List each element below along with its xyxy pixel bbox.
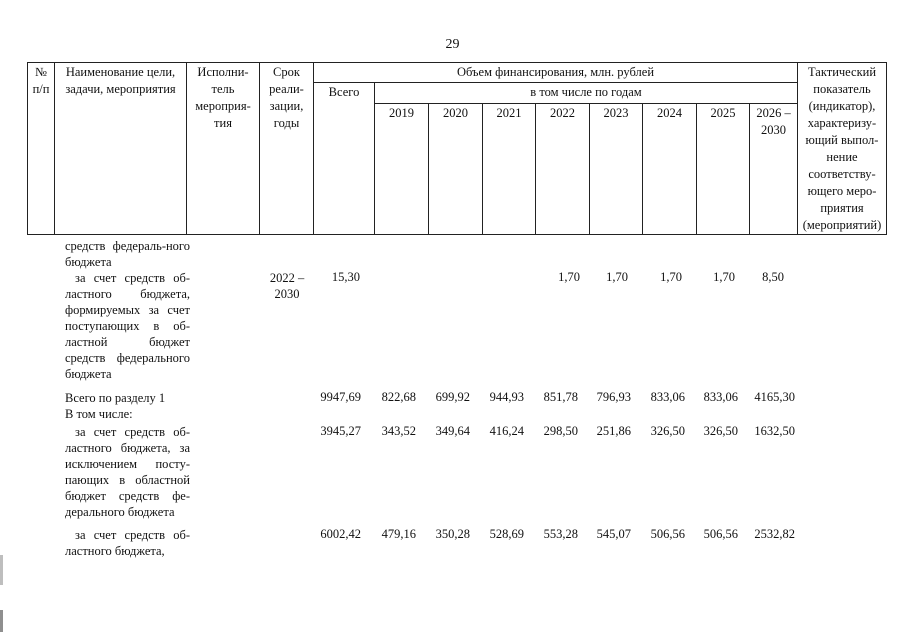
row-value: 326,50 (703, 424, 738, 438)
row-value: 350,28 (435, 527, 470, 541)
header-year: 2020 (429, 104, 483, 235)
header-term: Срок реали-зации, годы (260, 63, 314, 235)
row-value: 479,16 (381, 527, 416, 541)
row-value: 326,50 (650, 424, 685, 438)
row-description: В том числе: (65, 407, 133, 421)
row-value: 298,50 (543, 424, 578, 438)
row-value: 343,52 (381, 424, 416, 438)
header-by-years: в том числе по годам (375, 83, 798, 104)
row-value: 251,86 (596, 424, 631, 438)
row-value: 553,28 (543, 527, 578, 541)
row-value: 833,06 (703, 390, 738, 404)
row-value: 416,24 (489, 424, 524, 438)
row-total: 3945,27 (320, 424, 361, 438)
row-value: 8,50 (762, 270, 784, 284)
header-year: 2019 (375, 104, 429, 235)
row-value: 699,92 (435, 390, 470, 404)
row-value: 349,64 (435, 424, 470, 438)
page-number: 29 (445, 37, 460, 52)
row-value: 506,56 (703, 527, 738, 541)
header-year: 2026 – 2030 (750, 104, 798, 235)
header-name: Наименование цели, задачи, мероприятия (55, 63, 187, 235)
header-funding: Объем финансирования, млн. рублей (314, 63, 798, 83)
row-value: 851,78 (543, 390, 578, 404)
row-value: 1632,50 (754, 424, 795, 438)
row-total: 6002,42 (320, 527, 361, 541)
header-total: Всего (314, 83, 375, 235)
table-header (27, 62, 887, 235)
row-value: 545,07 (596, 527, 631, 541)
scan-artifact (0, 610, 3, 632)
header-executor: Исполни-тель мероприя-тия (187, 63, 260, 235)
row-value: 1,70 (606, 270, 628, 284)
row-value: 796,93 (596, 390, 631, 404)
header-year: 2024 (643, 104, 697, 235)
row-total: 9947,69 (320, 390, 361, 404)
row-value: 1,70 (660, 270, 682, 284)
row-description: за счет средств об-ластного бюджета, формируемых за счет поступающих в об-ластной бюджет средств федерального бюджета (65, 271, 190, 381)
header-year: 2021 (483, 104, 536, 235)
row-description: за счет средств об-ластного бюджета, за исключением посту-пающих в областной бюджет средств фе-дерального бюджета (65, 425, 190, 519)
header-indicator: Тактический показатель (индикатор), характеризу-ющий выпол-нение соответству-ющего меро-приятия (мероприятий) (798, 63, 887, 235)
header-year: 2023 (590, 104, 643, 235)
row-value: 833,06 (650, 390, 685, 404)
row-value: 2532,82 (754, 527, 795, 541)
header-year: 2025 (697, 104, 750, 235)
row-value: 822,68 (381, 390, 416, 404)
row-value: 1,70 (713, 270, 735, 284)
scan-artifact (0, 555, 3, 585)
row-description: средств федераль-ного бюджета (65, 239, 190, 269)
row-description: Всего по разделу 1 (65, 391, 166, 405)
header-num: № п/п (28, 63, 55, 235)
row-value: 506,56 (650, 527, 685, 541)
row-value: 4165,30 (754, 390, 795, 404)
row-total: 15,30 (331, 270, 360, 284)
row-description: за счет средств об-ластного бюджета, (65, 528, 190, 558)
row-term: 2022 – 2030 (269, 271, 305, 301)
row-value: 1,70 (558, 270, 580, 284)
header-year: 2022 (536, 104, 590, 235)
row-value: 528,69 (489, 527, 524, 541)
row-value: 944,93 (489, 390, 524, 404)
